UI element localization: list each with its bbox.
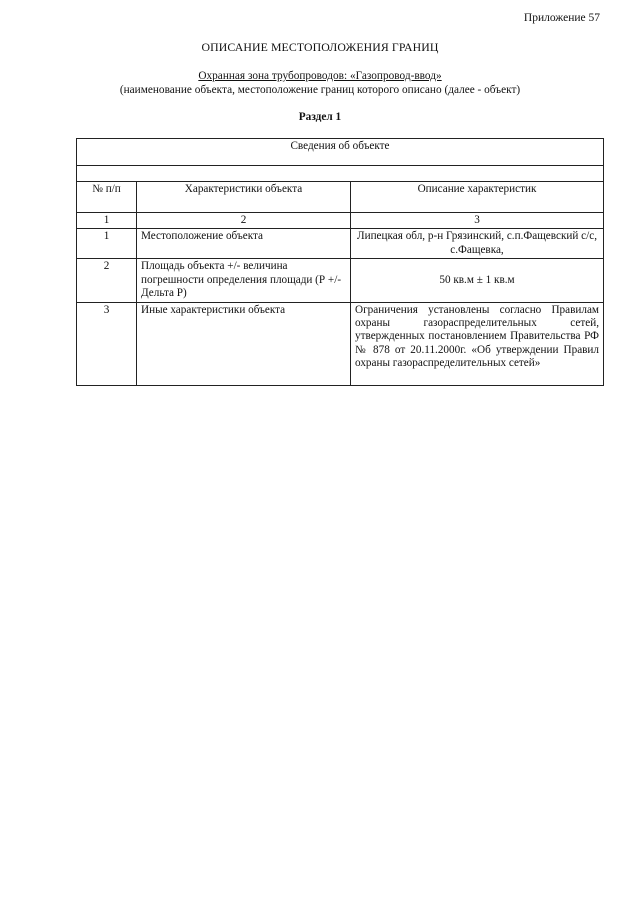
object-name [0,70,640,82]
document-title: ОПИСАНИЕ МЕСТОПОЛОЖЕНИЯ ГРАНИЦ [201,40,439,54]
table-caption: Сведения об объекте [77,139,604,166]
table-blank-row [77,166,604,182]
row-characteristic: Площадь объекта +/- величина погрешности определения площади (Р +/- Дельта Р) [137,259,351,302]
column-numbers-row [77,213,604,229]
row-characteristic: Иные характеристики объекта [137,302,351,385]
object-info-table [76,138,604,386]
column-header-num: № п/п [77,182,137,213]
section-title: Раздел 1 [298,111,342,123]
appendix-label: Приложение 57 [523,12,600,24]
table-caption-row [77,139,604,166]
row-number: 2 [77,259,137,302]
row-number: 1 [77,229,137,259]
row-number: 3 [77,302,137,385]
row-description: 50 кв.м ± 1 кв.м [351,259,604,302]
table-header-row [77,182,604,213]
table-blank-cell [77,166,604,182]
column-number: 3 [351,213,604,229]
table-row [77,229,604,259]
row-description: Липецкая обл, р-н Грязинский, с.п.Фащевский с/с, с.Фащевка, [351,229,604,259]
table-row [77,302,604,385]
column-number: 1 [77,213,137,229]
column-header-characteristic: Характеристики объекта [137,182,351,213]
row-description: Ограничения установлены согласно Правилам охраны газораспределительных сетей, утвержденных постановлением Правительства РФ № 878 от 20.11.2000г. «Об утверждении Правил охраны газораспределительных сетей» [351,302,604,385]
column-number: 2 [137,213,351,229]
object-note: (наименование объекта, местоположение границ которого описано (далее - объект) [119,84,521,96]
column-header-description: Описание характеристик [351,182,604,213]
object-name-text: Охранная зона трубопроводов: «Газопровод-ввод» [198,70,442,82]
table-row [77,259,604,302]
row-characteristic: Местоположение объекта [137,229,351,259]
